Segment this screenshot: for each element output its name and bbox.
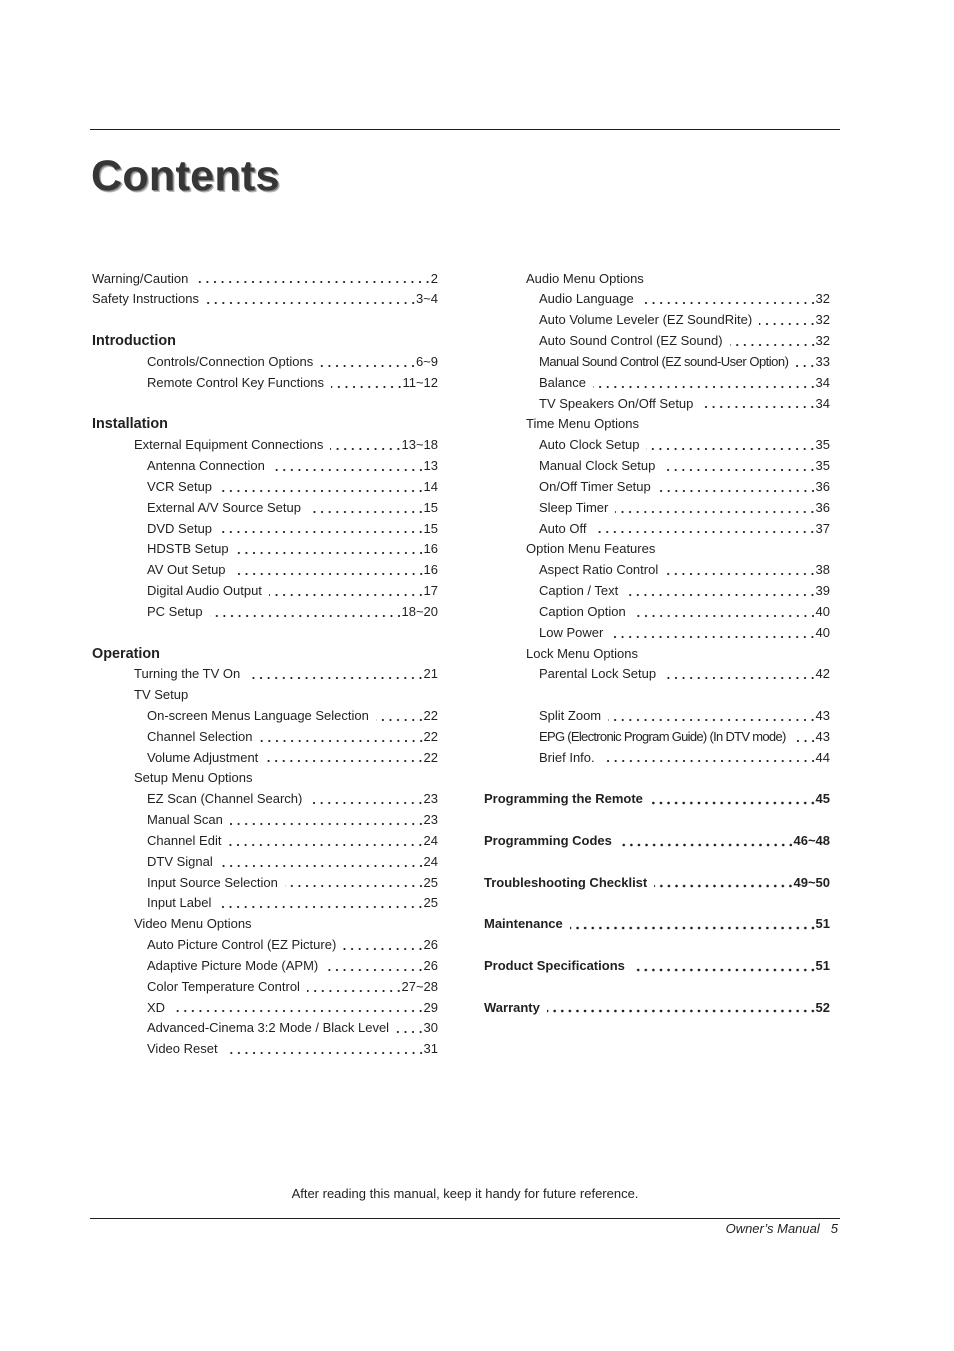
toc-page-number: 31 bbox=[423, 1041, 438, 1057]
toc-entry bbox=[484, 352, 830, 373]
dot-leader bbox=[218, 893, 422, 914]
toc-page-number: 6~9 bbox=[415, 353, 438, 369]
toc-entry bbox=[92, 560, 438, 581]
toc-group bbox=[484, 269, 830, 686]
toc-entry bbox=[484, 956, 830, 977]
footer-note: After reading this manual, keep it handy for future reference. bbox=[291, 1186, 639, 1201]
toc-page-number: 22 bbox=[423, 749, 438, 765]
toc-entry bbox=[92, 539, 438, 560]
toc-page-number: 36 bbox=[815, 478, 830, 494]
toc-entry bbox=[484, 477, 830, 498]
dot-leader bbox=[219, 519, 422, 540]
toc-page-number: 40 bbox=[815, 624, 830, 640]
dot-leader bbox=[376, 706, 423, 727]
toc-page-number: 13~18 bbox=[401, 437, 438, 453]
toc-page-number: 32 bbox=[815, 333, 830, 349]
dot-leader bbox=[641, 289, 815, 310]
toc-entry bbox=[484, 873, 830, 894]
dot-leader bbox=[325, 956, 422, 977]
toc-entry bbox=[92, 935, 438, 956]
dot-leader bbox=[662, 456, 814, 477]
toc-entry-title: Turning the TV On bbox=[134, 666, 241, 682]
toc-entry-title: Time Menu Options bbox=[526, 416, 639, 432]
dot-leader bbox=[619, 831, 793, 852]
dot-leader bbox=[625, 581, 814, 602]
toc-entry bbox=[92, 581, 438, 602]
toc-entry-title: Manual Scan bbox=[147, 812, 223, 828]
toc-entry bbox=[92, 435, 438, 456]
toc-group bbox=[484, 831, 830, 852]
toc-page-number: 46~48 bbox=[793, 832, 830, 848]
toc-entry bbox=[484, 289, 830, 310]
toc-entry-title: External A/V Source Setup bbox=[147, 499, 301, 515]
toc-page-number: 14 bbox=[423, 478, 438, 494]
dot-leader bbox=[593, 519, 814, 540]
toc-entry-title: External Equipment Connections bbox=[134, 437, 324, 453]
toc-page-number: 44 bbox=[815, 749, 830, 765]
toc-entry bbox=[484, 560, 830, 581]
dot-leader bbox=[210, 602, 401, 623]
toc-entry bbox=[484, 914, 830, 935]
toc-left-column bbox=[92, 269, 438, 1060]
toc-entry-title: EZ Scan (Channel Search) bbox=[147, 791, 303, 807]
toc-entry-title: Split Zoom bbox=[539, 707, 602, 723]
toc-entry bbox=[484, 789, 830, 810]
toc-page-number: 34 bbox=[815, 395, 830, 411]
toc-page-number: 11~12 bbox=[402, 374, 438, 390]
toc-subsection-label bbox=[484, 414, 830, 435]
toc-group bbox=[484, 706, 830, 768]
dot-leader bbox=[236, 539, 423, 560]
toc-page-number: 22 bbox=[423, 728, 438, 744]
dot-leader bbox=[632, 956, 815, 977]
toc-entry bbox=[92, 893, 438, 914]
toc-page-number: 43 bbox=[815, 728, 830, 744]
dot-leader bbox=[700, 394, 814, 415]
toc-subsection-label bbox=[92, 914, 438, 935]
toc-entry bbox=[92, 810, 438, 831]
toc-page-number: 15 bbox=[423, 520, 438, 536]
toc-entry-title: Manual Clock Setup bbox=[539, 458, 656, 474]
toc-entry-title: On/Off Timer Setup bbox=[539, 478, 651, 494]
footer-manual-title: Owner’s Manual bbox=[725, 1221, 820, 1236]
toc-entry-title: XD bbox=[147, 999, 166, 1015]
toc-entry-title: Color Temperature Control bbox=[147, 978, 300, 994]
toc-entry bbox=[92, 852, 438, 873]
dot-leader bbox=[547, 998, 815, 1019]
dot-leader bbox=[396, 1018, 422, 1039]
toc-page-number: 40 bbox=[815, 603, 830, 619]
toc-entry bbox=[92, 1039, 438, 1060]
dot-leader bbox=[219, 477, 422, 498]
toc-entry-title: Caption Option bbox=[539, 603, 626, 619]
toc-entry-title: Programming the Remote bbox=[484, 791, 643, 807]
toc-page-number: 29 bbox=[423, 999, 438, 1015]
toc-entry bbox=[484, 748, 830, 769]
toc-entry-title: VCR Setup bbox=[147, 478, 213, 494]
toc-subsection-label bbox=[484, 539, 830, 560]
dot-leader bbox=[330, 435, 400, 456]
dot-leader bbox=[570, 914, 815, 935]
dot-leader bbox=[654, 873, 792, 894]
toc-entry bbox=[484, 435, 830, 456]
toc-page-number: 24 bbox=[423, 832, 438, 848]
toc-entry-title: Auto Sound Control (EZ Sound) bbox=[539, 333, 723, 349]
dot-leader bbox=[247, 664, 422, 685]
toc-entry bbox=[484, 519, 830, 540]
toc-entry bbox=[92, 373, 438, 394]
toc-page-number: 43 bbox=[815, 707, 830, 723]
toc-page-number: 45 bbox=[815, 791, 830, 807]
toc-entry-title: DTV Signal bbox=[147, 853, 213, 869]
toc-entry-title: On-screen Menus Language Selection bbox=[147, 707, 369, 723]
toc-entry-title: Balance bbox=[539, 374, 586, 390]
toc-page-number: 37 bbox=[815, 520, 830, 536]
toc-group bbox=[484, 789, 830, 810]
toc-entry-title: Brief Info. bbox=[539, 749, 595, 765]
toc-entry bbox=[92, 956, 438, 977]
toc-entry-title: Low Power bbox=[539, 624, 604, 640]
toc-entry-title: TV Setup bbox=[134, 687, 189, 703]
dot-leader bbox=[730, 331, 815, 352]
toc-entry bbox=[484, 581, 830, 602]
dot-leader bbox=[608, 706, 814, 727]
toc-entry-title: Digital Audio Output bbox=[147, 583, 262, 599]
toc-entry-title: Controls/Connection Options bbox=[147, 353, 314, 369]
dot-leader bbox=[343, 935, 422, 956]
toc-page-number: 3~4 bbox=[415, 291, 438, 307]
toc-page-number: 36 bbox=[815, 499, 830, 515]
toc-page-number: 51 bbox=[815, 916, 830, 932]
toc-page-number: 15 bbox=[423, 499, 438, 515]
toc-entry bbox=[484, 727, 830, 748]
toc-entry-title: Auto Off bbox=[539, 520, 587, 536]
toc-entry bbox=[92, 727, 438, 748]
toc-entry-title: Parental Lock Setup bbox=[539, 666, 657, 682]
toc-entry bbox=[92, 873, 438, 894]
toc-entry bbox=[92, 352, 438, 373]
top-rule bbox=[90, 129, 840, 130]
toc-page-number: 32 bbox=[815, 312, 830, 328]
dot-leader bbox=[320, 352, 415, 373]
toc-entry-title: TV Speakers On/Off Setup bbox=[539, 395, 694, 411]
toc-entry bbox=[484, 310, 830, 331]
dot-leader bbox=[610, 623, 814, 644]
toc-entry bbox=[484, 373, 830, 394]
toc-entry bbox=[92, 789, 438, 810]
toc-page-number: 16 bbox=[423, 562, 438, 578]
dot-leader bbox=[228, 831, 422, 852]
toc-entry-title: Safety Instructions bbox=[92, 291, 199, 307]
dot-leader bbox=[665, 560, 814, 581]
toc-entry bbox=[92, 269, 438, 290]
toc-group bbox=[484, 914, 830, 935]
toc-entry-title: Audio Menu Options bbox=[526, 270, 644, 286]
toc-group bbox=[92, 269, 438, 311]
toc-entry-title: Input Source Selection bbox=[147, 874, 278, 890]
dot-leader bbox=[602, 748, 815, 769]
toc-subsection-label bbox=[484, 269, 830, 290]
toc-entry-title: Auto Picture Control (EZ Picture) bbox=[147, 937, 337, 953]
toc-entry bbox=[92, 498, 438, 519]
toc-entry-title: Channel Selection bbox=[147, 728, 253, 744]
toc-entry-title: Setup Menu Options bbox=[134, 770, 253, 786]
footer-page-number: 5 bbox=[830, 1221, 838, 1236]
toc-entry-title: Sleep Timer bbox=[539, 499, 609, 515]
toc-entry-title: Volume Adjustment bbox=[147, 749, 259, 765]
toc-subsection-label bbox=[484, 644, 830, 665]
bottom-rule bbox=[90, 1218, 840, 1219]
dot-leader bbox=[646, 435, 814, 456]
dot-leader bbox=[220, 852, 423, 873]
toc-entry bbox=[92, 998, 438, 1019]
toc-page-number: 30 bbox=[423, 1020, 438, 1036]
toc-group bbox=[92, 414, 438, 622]
dot-leader bbox=[795, 352, 814, 373]
toc-page-number: 23 bbox=[423, 791, 438, 807]
toc-subsection-label bbox=[92, 685, 438, 706]
toc-entry-title: Audio Language bbox=[539, 291, 634, 307]
toc-entry-title: Auto Clock Setup bbox=[539, 437, 640, 453]
toc-entry bbox=[92, 289, 438, 310]
toc-subsection-label bbox=[92, 768, 438, 789]
toc-entry bbox=[484, 331, 830, 352]
toc-entry-title: Antenna Connection bbox=[147, 458, 265, 474]
dot-leader bbox=[658, 477, 815, 498]
toc-group bbox=[484, 873, 830, 894]
toc-entry-title: Video Menu Options bbox=[134, 916, 252, 932]
toc-entry-title: Aspect Ratio Control bbox=[539, 562, 659, 578]
toc-page-number: 25 bbox=[423, 874, 438, 890]
toc-section-heading: Installation bbox=[92, 416, 168, 433]
toc-page-number: 16 bbox=[423, 541, 438, 557]
toc-entry-title: Troubleshooting Checklist bbox=[484, 874, 648, 890]
dot-leader bbox=[206, 289, 415, 310]
dot-leader bbox=[195, 269, 429, 290]
toc-page-number: 23 bbox=[423, 812, 438, 828]
toc-page-number: 39 bbox=[815, 583, 830, 599]
toc-entry-title: Video Reset bbox=[147, 1041, 218, 1057]
toc-entry bbox=[484, 498, 830, 519]
dot-leader bbox=[633, 602, 815, 623]
toc-page-number: 17 bbox=[423, 583, 438, 599]
toc-entry bbox=[92, 706, 438, 727]
toc-entry-title: Warning/Caution bbox=[92, 270, 189, 286]
dot-leader bbox=[793, 727, 815, 748]
toc-entry-title: Advanced-Cinema 3:2 Mode / Black Level bbox=[147, 1020, 390, 1036]
toc-page-number: 38 bbox=[815, 562, 830, 578]
toc-entry bbox=[92, 664, 438, 685]
toc-entry bbox=[484, 602, 830, 623]
toc-entry bbox=[484, 623, 830, 644]
toc-page-number: 35 bbox=[815, 437, 830, 453]
toc-group bbox=[484, 956, 830, 977]
dot-leader bbox=[233, 560, 423, 581]
toc-entry bbox=[92, 519, 438, 540]
toc-group bbox=[92, 644, 438, 1061]
toc-group bbox=[484, 998, 830, 1019]
toc-entry-title: Channel Edit bbox=[147, 832, 222, 848]
toc-page-number: 26 bbox=[423, 957, 438, 973]
page-title: Contents bbox=[91, 152, 280, 200]
toc-entry-title: PC Setup bbox=[147, 603, 203, 619]
toc-entry bbox=[92, 831, 438, 852]
dot-leader bbox=[172, 998, 422, 1019]
toc-page-number: 21 bbox=[423, 666, 438, 682]
dot-leader bbox=[308, 498, 423, 519]
toc-entry bbox=[92, 1018, 438, 1039]
dot-leader bbox=[650, 789, 815, 810]
toc-section-heading: Introduction bbox=[92, 333, 176, 350]
dot-leader bbox=[759, 310, 814, 331]
toc-entry bbox=[92, 477, 438, 498]
toc-entry-title: Auto Volume Leveler (EZ SoundRite) bbox=[539, 312, 753, 328]
toc-entry-title: HDSTB Setup bbox=[147, 541, 229, 557]
dot-leader bbox=[285, 873, 423, 894]
toc-entry bbox=[92, 748, 438, 769]
dot-leader bbox=[225, 1039, 423, 1060]
toc-entry-title: Input Label bbox=[147, 895, 212, 911]
toc-entry bbox=[484, 664, 830, 685]
toc-page-number: 51 bbox=[815, 957, 830, 973]
dot-leader bbox=[593, 373, 815, 394]
toc-page-number: 18~20 bbox=[401, 603, 438, 619]
dot-leader bbox=[230, 810, 423, 831]
toc-page-number: 49~50 bbox=[793, 874, 830, 890]
dot-leader bbox=[309, 789, 422, 810]
dot-leader bbox=[331, 373, 401, 394]
toc-entry-title: Maintenance bbox=[484, 916, 563, 932]
running-footer bbox=[726, 1220, 838, 1238]
toc-page-number: 33 bbox=[815, 353, 830, 369]
toc-entry bbox=[484, 706, 830, 727]
toc-page-number: 22 bbox=[423, 707, 438, 723]
toc-page-number: 13 bbox=[423, 458, 438, 474]
toc-page-number: 52 bbox=[815, 999, 830, 1015]
toc-page-number: 27~28 bbox=[401, 978, 438, 994]
toc-section-heading: Operation bbox=[92, 645, 160, 662]
toc-entry-title: Programming Codes bbox=[484, 832, 612, 848]
toc-entry-title: Product Specifications bbox=[484, 957, 625, 973]
dot-leader bbox=[265, 748, 422, 769]
dot-leader bbox=[260, 727, 423, 748]
dot-leader bbox=[615, 498, 814, 519]
toc-page-number: 26 bbox=[423, 937, 438, 953]
toc-entry-title: AV Out Setup bbox=[147, 562, 226, 578]
toc-page-number: 34 bbox=[815, 374, 830, 390]
toc-entry bbox=[92, 977, 438, 998]
toc-entry-title: DVD Setup bbox=[147, 520, 213, 536]
toc-page-number: 2 bbox=[430, 270, 438, 286]
toc-entry-title: Caption / Text bbox=[539, 583, 619, 599]
toc-entry-title: Lock Menu Options bbox=[526, 645, 639, 661]
toc-entry bbox=[484, 998, 830, 1019]
toc-entry bbox=[92, 602, 438, 623]
toc-page-number: 25 bbox=[423, 895, 438, 911]
toc-entry-title: Warranty bbox=[484, 999, 540, 1015]
toc-right-column bbox=[484, 269, 830, 1019]
dot-leader bbox=[272, 456, 423, 477]
dot-leader bbox=[663, 664, 814, 685]
toc-entry-title: Adaptive Picture Mode (APM) bbox=[147, 957, 319, 973]
toc-group bbox=[92, 331, 438, 393]
toc-page-number: 24 bbox=[423, 853, 438, 869]
toc-entry bbox=[92, 456, 438, 477]
dot-leader bbox=[307, 977, 401, 998]
toc-page-number: 32 bbox=[815, 291, 830, 307]
toc-entry-title: EPG (Electronic Program Guide) (In DTV mode) bbox=[539, 728, 786, 744]
dot-leader bbox=[269, 581, 423, 602]
toc-entry bbox=[484, 456, 830, 477]
toc-entry-title: Manual Sound Control (EZ sound-User Option) bbox=[539, 353, 789, 369]
toc-page-number: 35 bbox=[815, 458, 830, 474]
toc-entry-title: Remote Control Key Functions bbox=[147, 374, 325, 390]
toc-entry bbox=[484, 831, 830, 852]
toc-entry-title: Option Menu Features bbox=[526, 541, 656, 557]
toc-page-number: 42 bbox=[815, 666, 830, 682]
toc-entry bbox=[484, 394, 830, 415]
